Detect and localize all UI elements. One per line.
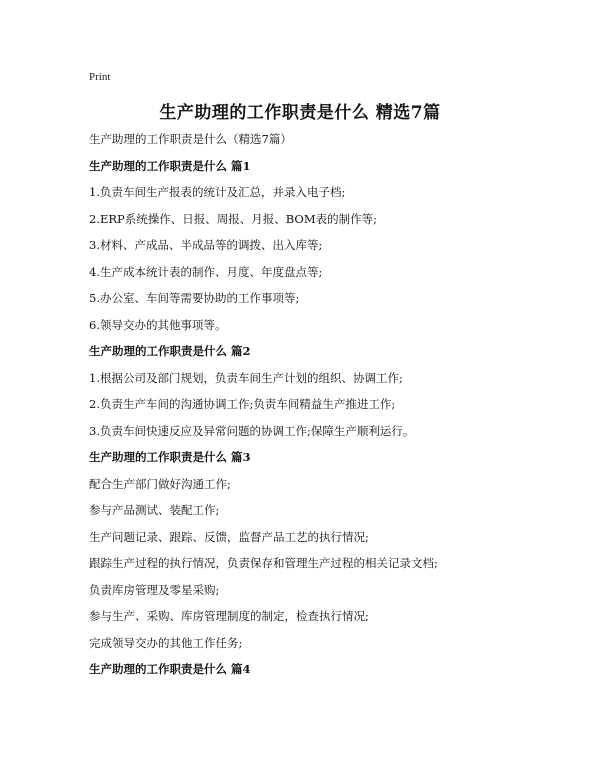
paragraph-line: 1.负责车间生产报表的统计及汇总，并录入电子档; <box>89 185 346 199</box>
paragraph-line: 1.根据公司及部门规划，负责车间生产计划的组织、协调工作; <box>89 370 403 385</box>
paragraph-line: 6.领导交办的其他事项等。 <box>89 317 227 332</box>
document-body <box>89 131 559 688</box>
paragraph-line: 2.负责生产车间的沟通协调工作;负责车间精益生产推进工作; <box>89 397 396 411</box>
section-heading: 生产助理的工作职责是什么 篇3 <box>89 450 251 464</box>
paragraph-line: 配合生产部门做好沟通工作; <box>89 476 231 491</box>
paragraph-line: 生产问题记录、跟踪、反馈，监督产品工艺的执行情况; <box>89 529 369 544</box>
paragraph-line: 3.材料、产成品、半成品等的调拨、出入库等; <box>89 238 323 252</box>
paragraph-line: 跟踪生产过程的执行情况，负责保存和管理生产过程的相关记录文档; <box>89 556 438 570</box>
print-label: Print <box>89 71 111 83</box>
paragraph-line: 参与生产、采购、库房管理制度的制定，检查执行情况; <box>89 609 369 623</box>
section-heading: 生产助理的工作职责是什么 篇2 <box>89 344 251 358</box>
section-heading: 生产助理的工作职责是什么 篇4 <box>89 662 251 676</box>
paragraph-line: 参与产品测试、装配工作; <box>89 503 220 517</box>
paragraph-line: 负责库房管理及零星采购; <box>89 582 220 597</box>
paragraph-line: 4.生产成本统计表的制作、月度、年度盘点等; <box>89 264 323 279</box>
paragraph-line: 生产助理的工作职责是什么（精选7篇） <box>89 132 292 146</box>
section-heading: 生产助理的工作职责是什么 篇1 <box>89 158 251 173</box>
paragraph-line: 5.办公室、车间等需要协助的工作事项等; <box>89 291 300 305</box>
paragraph-line: 完成领导交办的其他工作任务; <box>89 635 243 650</box>
document-title: 生产助理的工作职责是什么 精选7篇 <box>159 103 441 123</box>
paragraph-line: 2.ERP系统操作、日报、周报、月报、BOM表的制作等; <box>89 211 378 226</box>
paragraph-line: 3.负责车间快速反应及异常问题的协调工作;保障生产顺利运行。 <box>89 423 415 438</box>
